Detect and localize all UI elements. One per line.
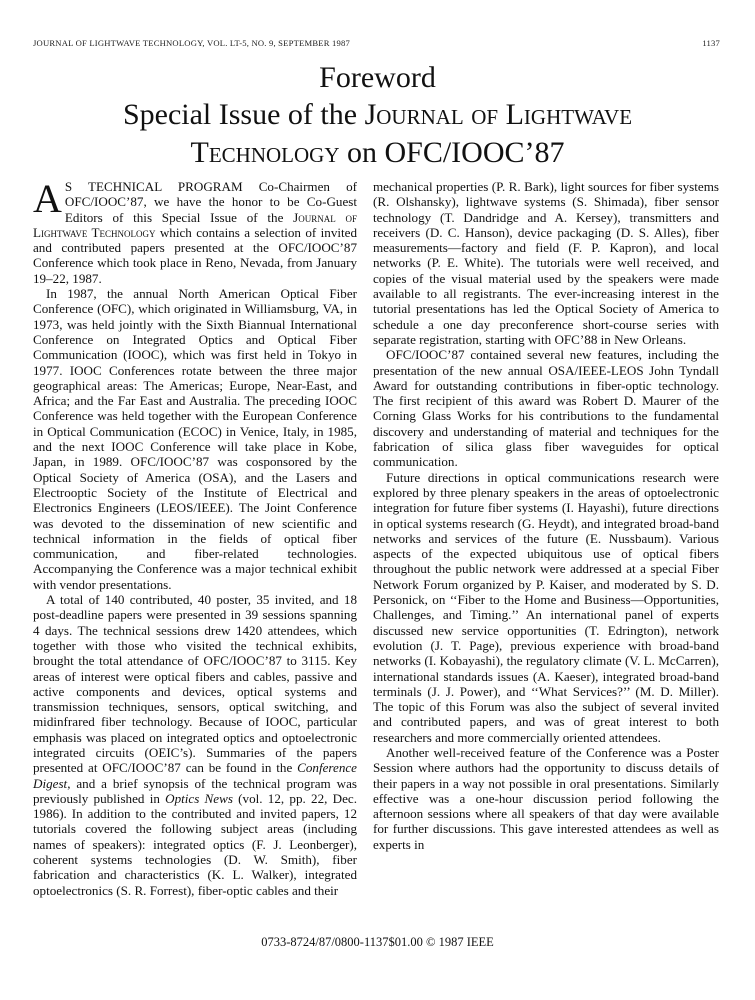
- title-block: [0, 60, 755, 172]
- title-text: on OFC/IOOC’87: [339, 136, 565, 169]
- text: A total of 140 contributed, 40 poster, 35 invited, and 18 post-deadline papers were presented in 39 sessions spanning 4 days. The technical sessions drew 1420 attendees, which together with those who visited the technical exhibits, brought the total attendance of OFC/IOOC’87 to 3115. Key areas of interest were optical fibers and cables, passive and active components and devices, optical systems and transmission techniques, sensors, optical switching, and midinfrared fiber technology. Because of IOOC, particular emphasis was placed on integrated optics and optoelectronic integrated circuits (OEIC’s). Summaries of the papers presented at OFC/IOOC’87 can be found in the: [33, 592, 357, 776]
- paragraph: In 1987, the annual North American Optical Fiber Conference (OFC), which originated in Williamsburg, VA, in 1973, was held jointly with the Sixth Biannual International Conference on Integrated Optics and Optical Fiber Communication (IOOC), which was first held in Tokyo in 1977. IOOC Conferences rotate between the three major geographical areas: The Americas; Europe, Near-East, and Africa; and the Far East and Australia. The preceding IOOC Conference was held together with the European Conference in Optical Communication (ECOC) in Venice, Italy, in 1985, and the next IOOC Conference will take place in Kobe, Japan, in 1989. OFC/IOOC’87 was cosponsored by the Optical Society of America (OSA), and the Lasers and Electrooptic Society of the Institute of Electrical and Electronics Engineers (LEOS/IEEE). The Joint Conference was devoted to the dissemination of new scientific and technical information in the fields of optical fiber communication, and fiber-related technologies. Accompanying the Conference was a major technical exhibit with vendor presentations.: [33, 286, 357, 592]
- text: , and a brief synopsis of the technical program was previously published in: [33, 775, 357, 806]
- section-title: Foreword: [319, 61, 436, 94]
- text: (vol. 12, pp. 22, Dec. 1986). In addition to the contributed and invited papers, 12 tutorials covered the following subject areas (including names of speakers): integrated optics (F. J. Leonberger), coherent systems technologies (D. W. Smith), fiber fabrication and characteristics (K. L. Walker), integrated optoelectronics (S. R. Forrest), fiber-optic cables and their: [33, 790, 357, 898]
- title-text: Special Issue of the: [122, 98, 365, 131]
- left-column: [33, 176, 358, 898]
- article-title-line-2: [0, 134, 755, 172]
- page-number: 1137: [702, 38, 720, 48]
- paragraph: [33, 592, 357, 898]
- journal-name-smallcaps: Technology: [190, 136, 340, 169]
- drop-cap: A: [33, 176, 62, 221]
- body-columns: [33, 176, 719, 898]
- running-head: [33, 38, 720, 48]
- paragraph: mechanical properties (P. R. Bark), light sources for fiber systems (R. Olshansky), lightwave systems (S. Shimada), fiber sensor technology (T. Dandridge and A. Kersey), transmitters and receivers (D. C. Hanson), device packaging (D. S. Alles), fiber measurements—factory and field (F. P. Kapron), and local networks (P. E. White). The tutorials were well received, and copies of the visual material used by the speakers were made available to all registrants. The ever-increasing interest in the tutorial presentations has led the Optical Society of America to schedule a one day preconference short-course series with separate registration, starting with OFC’88 in New Orleans.: [373, 179, 719, 347]
- journal-name-smallcaps: Journal of Lightwave Technology: [33, 209, 358, 240]
- paragraph: [33, 176, 358, 286]
- italic-title: Conference Digest: [33, 760, 357, 791]
- journal-name-smallcaps: Journal of Lightwave: [364, 98, 633, 131]
- journal-citation: JOURNAL OF LIGHTWAVE TECHNOLOGY, VOL. LT-5, NO. 9, SEPTEMBER 1987: [33, 38, 350, 48]
- copyright-footer: 0733-8724/87/0800-1137$01.00 © 1987 IEEE: [261, 935, 494, 949]
- text: S TECHNICAL PROGRAM Co-Chairmen of OFC/IOOC’87, we have the honor to be Co-Guest Editors of this Special Issue of the: [64, 179, 357, 225]
- paragraph: Future directions in optical communications research were explored by three plenary speakers in the areas of optoelectronic integration for future fiber systems (I. Hayashi), future directions in optical systems research (G. Heydt), and integrated broad-band networks and services of the future (E. Nussbaum). Various aspects of the expected ubiquitous use of optical fibers throughout the public network were addressed at a special Fiber Network Forum organized by P. Kaiser, and moderated by S. D. Personick, on ‘‘Fiber to the Home and Business—Opportunities, Challenges, and Timing.’’ An international panel of experts discussed new service opportunities (T. Edrington), network evolution (J. T. Page), previous experience with broad-band networks (I. Kobayashi), the regulatory climate (V. L. McCarren), international standards issues (A. Kaeser), integrated broad-band terminals (J. J. Power), and ‘‘What Services?’’ (M. D. Miller). The topic of this Forum was also the subject of several invited and contributed papers, and was of great interest to both researchers and more commercially oriented attendees.: [373, 469, 719, 745]
- paragraph: OFC/IOOC’87 contained several new features, including the presentation of the new annual OSA/IEEE-LEOS John Tyndall Award for outstanding contributions in fiber-optic technology. The first recipient of this award was Robert D. Maurer of the Corning Glass Works for his contributions to the fundamental discovery and understanding of material and techniques for the fabrication of silica glass fiber waveguides for optical communication.: [373, 347, 719, 470]
- paragraph: Another well-received feature of the Conference was a Poster Session where authors had the opportunity to discuss details of their papers in a way not possible in oral presentations. Similarly effective was a one-hour discussion period following the afternoon sessions where all speakers of that day were available for further discussions. This gave interested attendees as well as experts in: [373, 744, 719, 852]
- italic-title: Optics News: [165, 790, 233, 806]
- right-column: [373, 179, 719, 898]
- text: which contains a selection of invited and contributed papers presented at the OFC/IOOC’87 Conference which took place in Reno, Nevada, from January 19–22, 1987.: [33, 224, 357, 286]
- article-title-line-1: [0, 96, 755, 134]
